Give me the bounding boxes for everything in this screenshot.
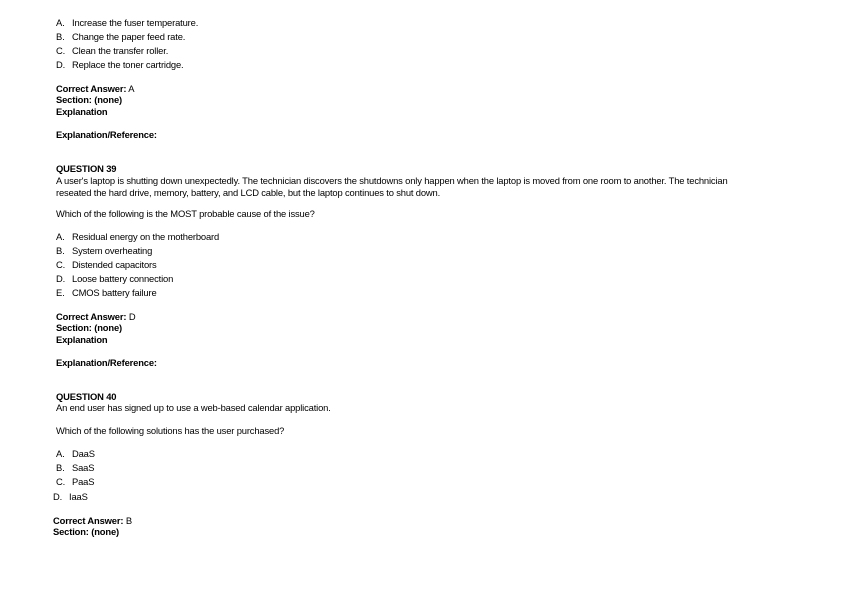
option-letter: D.	[56, 273, 66, 284]
section-label: Section: (none)	[56, 94, 122, 105]
option-item	[56, 462, 94, 474]
question-body: An end user has signed up to use a web-based calendar application.	[56, 402, 331, 413]
option-item	[56, 287, 157, 299]
option-letter: D.	[53, 491, 63, 502]
option-item	[56, 259, 157, 271]
correct-answer-label: Correct Answer:	[56, 83, 127, 94]
option-letter: A.	[56, 231, 65, 242]
question-body: A user's laptop is shutting down unexpectedly. The technician discovers the shutdowns only happen when the laptop is moved from one room to another. The technician reseated the hard drive, memory, battery, and LCD cable, but the laptop continues to shut down.	[56, 175, 728, 198]
explanation-label: Explanation	[56, 106, 108, 117]
option-text: Replace the toner cartridge.	[72, 59, 184, 70]
option-item	[56, 45, 168, 57]
explanation-reference-label: Explanation/Reference:	[56, 357, 157, 368]
correct-answer-value: D	[128, 311, 136, 322]
question-title: QUESTION 40	[56, 391, 117, 402]
option-text: System overheating	[72, 245, 153, 256]
option-text: Loose battery connection	[72, 273, 174, 284]
option-text: Increase the fuser temperature.	[72, 17, 199, 28]
option-item	[56, 31, 185, 43]
option-item	[56, 245, 152, 257]
option-text: CMOS battery failure	[72, 287, 157, 298]
option-text: IaaS	[69, 491, 88, 502]
option-letter: C.	[56, 476, 66, 487]
option-letter: D.	[56, 59, 66, 70]
option-text: Change the paper feed rate.	[72, 31, 186, 42]
option-letter: B.	[56, 31, 65, 42]
option-letter: B.	[56, 245, 65, 256]
question-prompt: Which of the following is the MOST probable cause of the issue?	[56, 208, 315, 219]
section-label: Section: (none)	[56, 322, 122, 333]
explanation-label: Explanation	[56, 334, 108, 345]
option-text: SaaS	[72, 462, 95, 473]
option-item	[56, 448, 95, 460]
option-text: PaaS	[72, 476, 95, 487]
option-text: Residual energy on the motherboard	[72, 231, 220, 242]
option-text: DaaS	[72, 448, 95, 459]
option-letter: A.	[56, 448, 65, 459]
option-text: Distended capacitors	[72, 259, 157, 270]
correct-answer-value: B	[125, 515, 132, 526]
explanation-reference-label: Explanation/Reference:	[56, 129, 157, 140]
option-letter: E.	[56, 287, 65, 298]
option-letter: A.	[56, 17, 65, 28]
option-letter: C.	[56, 259, 66, 270]
option-letter: B.	[56, 462, 65, 473]
correct-answer-value: A	[128, 83, 135, 94]
option-item	[56, 231, 219, 243]
section-label: Section: (none)	[53, 526, 119, 537]
correct-answer-label: Correct Answer:	[56, 311, 127, 322]
option-text: Clean the transfer roller.	[72, 45, 169, 56]
question-title: QUESTION 39	[56, 163, 117, 174]
option-item	[53, 491, 88, 503]
option-letter: C.	[56, 45, 66, 56]
correct-answer-label: Correct Answer:	[53, 515, 124, 526]
option-item	[56, 476, 94, 488]
option-item	[56, 17, 198, 29]
option-item	[56, 273, 173, 285]
question-prompt: Which of the following solutions has the user purchased?	[56, 425, 285, 436]
option-item	[56, 59, 184, 71]
